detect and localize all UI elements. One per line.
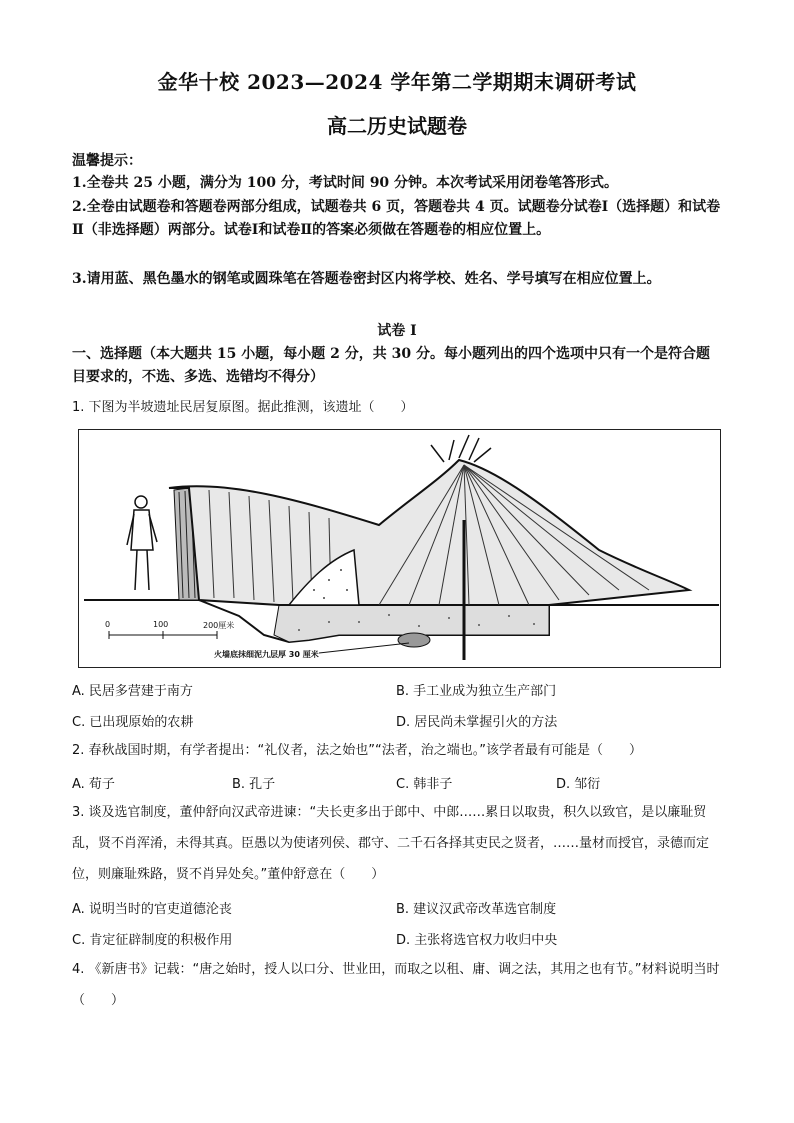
section-heading: 一、选择题（本大题共 15 小题，每小题 2 分，共 30 分。每小题列出的四个选项中只有一个是符合题目要求的，不选、多选、选错均不得分） <box>72 346 710 385</box>
question-1-stem: 1. 下图为半坡遗址民居复原图。据此推测，该遗址（ ） <box>72 400 414 415</box>
tip-item-2: 2.全卷由试题卷和答题卷两部分组成，试题卷共 6 页，答题卷共 4 页。试题卷分试卷Ⅰ（选择题）和试卷Ⅱ（非选择题）两部分。试卷Ⅰ和试卷Ⅱ的答案必须做在答题卷的相应位置上。 <box>72 199 721 238</box>
q1-option-d[interactable]: D. 居民尚未掌握引火的方法 <box>396 715 558 730</box>
scale-label-200: 200厘米 <box>203 621 235 630</box>
figure-caption: 火墙底抹细泥九层厚 30 厘米 <box>214 650 319 659</box>
dwelling-illustration <box>79 430 720 667</box>
q3-option-a[interactable]: A. 说明当时的官吏道德沦丧 <box>72 902 232 917</box>
q1-option-b[interactable]: B. 手工业成为独立生产部门 <box>396 684 557 699</box>
banpo-dwelling-figure <box>78 429 721 668</box>
exam-title: 金华十校 2023—2024 学年第二学期期末调研考试 <box>157 70 637 94</box>
tip-item-3: 3.请用蓝、黑色墨水的钢笔或圆珠笔在答题卷密封区内将学校、姓名、学号填写在相应位置上。 <box>72 271 661 287</box>
q3-option-d[interactable]: D. 主张将选官权力收归中央 <box>396 933 558 948</box>
tips-heading: 温馨提示： <box>72 153 142 169</box>
q1-option-a[interactable]: A. 民居多营建于南方 <box>72 684 193 699</box>
question-4-stem: 4. 《新唐书》记载：“唐之始时，授人以口分、世业田，而取之以租、庸、调之法，其用之也有节。”材料说明当时（ ） <box>72 962 720 1008</box>
q2-option-a[interactable]: A. 荀子 <box>72 777 115 792</box>
tip-item-1: 1.全卷共 25 小题，满分为 100 分，考试时间 90 分钟。本次考试采用闭卷笔答形式。 <box>72 175 619 191</box>
scale-label-100: 100 <box>153 620 169 629</box>
q3-option-b[interactable]: B. 建议汉武帝改革选官制度 <box>396 902 557 917</box>
question-3-stem: 3. 谈及选官制度，董仲舒向汉武帝进谏：“夫长吏多出于郎中、中郎……累日以取贵，积久以致官，是以廉耻贸乱，贤不肖浑淆，未得其真。臣愚以为使诸列侯、郡守、二千石各择其吏民之贤者，……量材而授官，录德而定位，则廉耻殊路，贤不肖异处矣。”董仲舒意在（ ） <box>72 805 710 882</box>
q2-option-d[interactable]: D. 邹衍 <box>556 777 601 792</box>
q2-option-b[interactable]: B. 孔子 <box>232 777 276 792</box>
q3-option-c[interactable]: C. 肯定征辟制度的积极作用 <box>72 933 233 948</box>
scale-label-0: 0 <box>105 620 111 629</box>
exam-subtitle: 高二历史试题卷 <box>327 114 467 138</box>
question-2-stem: 2. 春秋战国时期，有学者提出：“礼仪者，法之始也”“法者，治之端也。”该学者最有可能是（ ） <box>72 743 642 758</box>
q2-option-c[interactable]: C. 韩非子 <box>396 777 453 792</box>
paper-heading: 试卷 I <box>377 323 417 339</box>
q1-option-c[interactable]: C. 已出现原始的农耕 <box>72 715 194 730</box>
